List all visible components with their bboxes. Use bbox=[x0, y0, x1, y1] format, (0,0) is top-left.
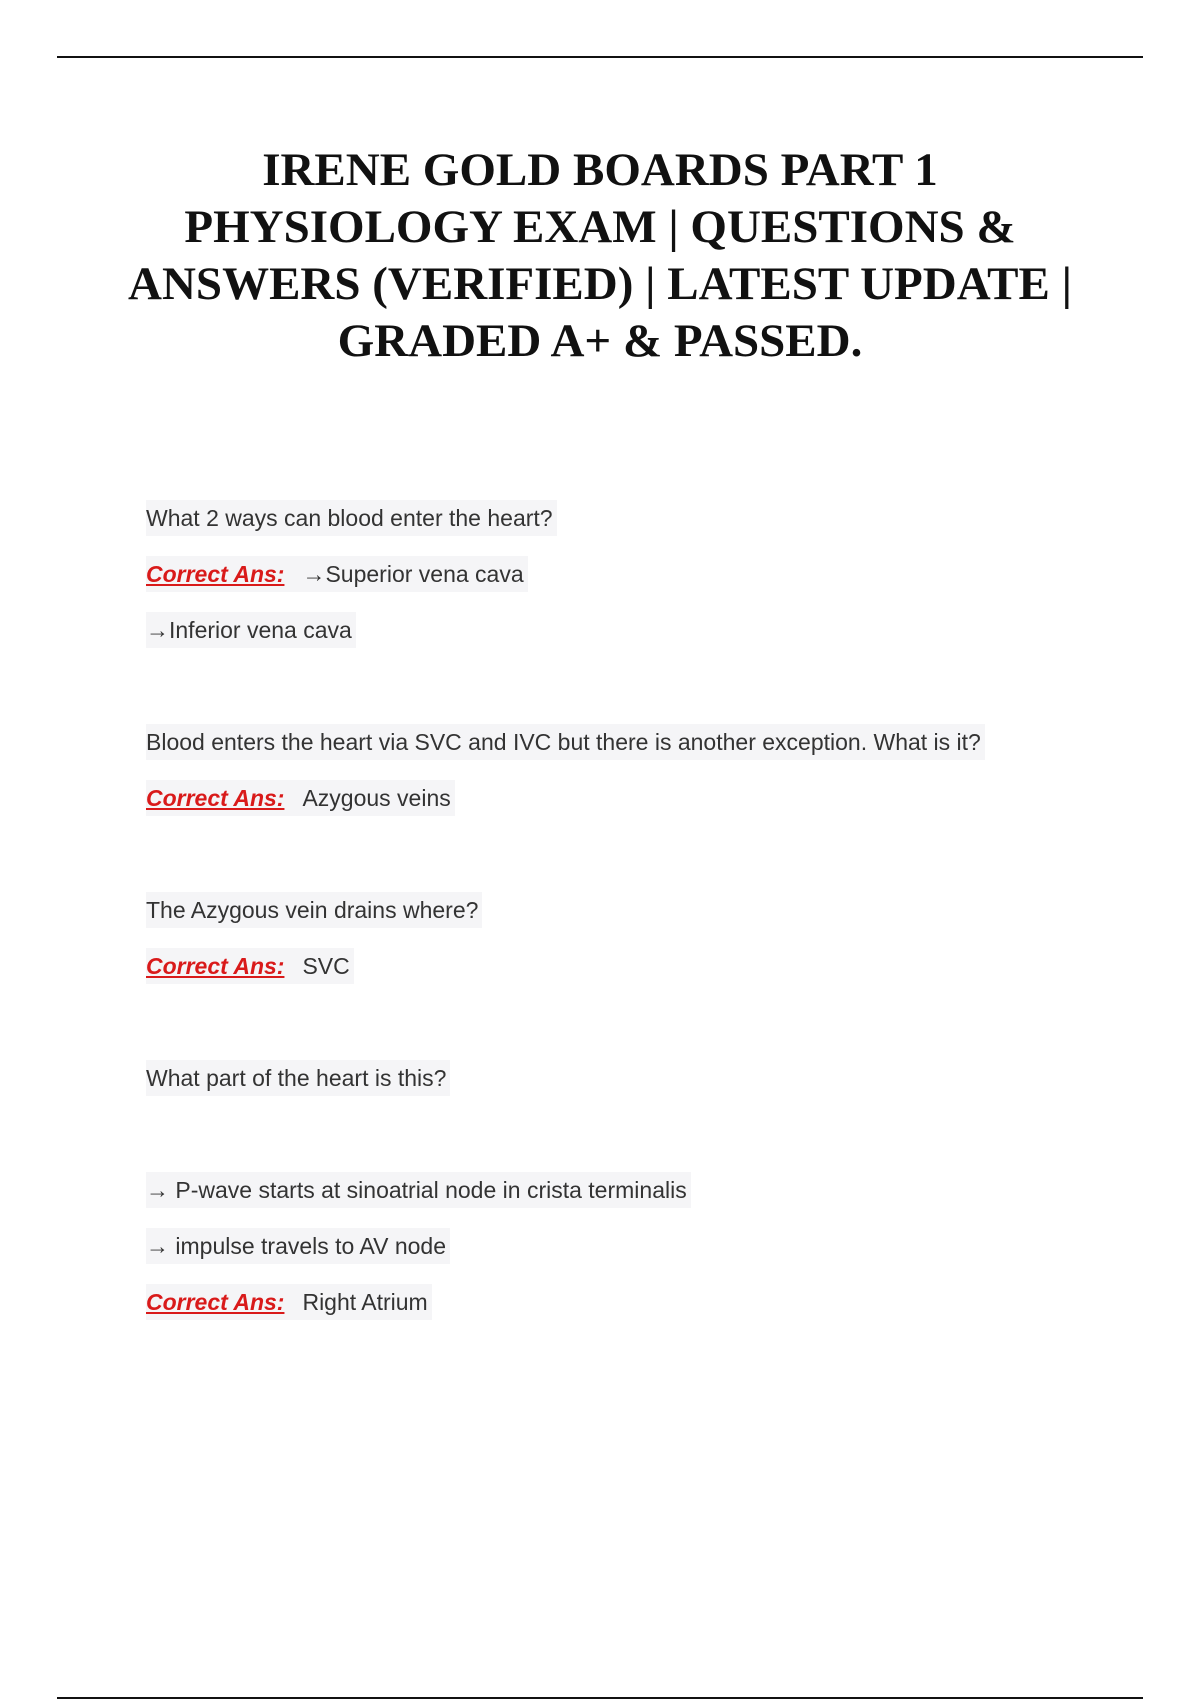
top-rule bbox=[57, 56, 1143, 58]
correct-answer-label: Correct Ans: bbox=[146, 561, 285, 587]
answer-row bbox=[146, 556, 528, 592]
answer-text: Azygous veins bbox=[302, 785, 451, 811]
answer-row bbox=[146, 1284, 432, 1320]
correct-answer-label: Correct Ans: bbox=[146, 953, 285, 979]
image-placeholder bbox=[146, 1115, 1106, 1171]
correct-answer-label: Correct Ans: bbox=[146, 785, 285, 811]
answer-text: →Superior vena cava bbox=[302, 561, 524, 587]
bottom-rule bbox=[57, 1697, 1143, 1699]
answer-extra-text: →Inferior vena cava bbox=[146, 612, 356, 648]
qa-item bbox=[146, 723, 1106, 835]
qa-item bbox=[146, 1059, 1106, 1339]
answer-text: Right Atrium bbox=[302, 1289, 428, 1315]
question-text: The Azygous vein drains where? bbox=[146, 892, 482, 928]
answer-row bbox=[146, 948, 354, 984]
qa-item bbox=[146, 499, 1106, 667]
question-text: What 2 ways can blood enter the heart? bbox=[146, 500, 557, 536]
qa-item bbox=[146, 891, 1106, 1003]
question-text: What part of the heart is this? bbox=[146, 1060, 450, 1096]
note-text: → impulse travels to AV node bbox=[146, 1228, 450, 1264]
qa-list bbox=[146, 499, 1106, 1339]
note-text: → P-wave starts at sinoatrial node in crista terminalis bbox=[146, 1172, 691, 1208]
question-text: Blood enters the heart via SVC and IVC but there is another exception. What is it? bbox=[146, 724, 985, 760]
answer-text: SVC bbox=[302, 953, 350, 979]
answer-row bbox=[146, 780, 455, 816]
document-title: IRENE GOLD BOARDS PART 1 PHYSIOLOGY EXAM | QUESTIONS & ANSWERS (VERIFIED) | LATEST UPDATE | GRADED A+ & PASSED. bbox=[128, 144, 1072, 367]
correct-answer-label: Correct Ans: bbox=[146, 1289, 285, 1315]
